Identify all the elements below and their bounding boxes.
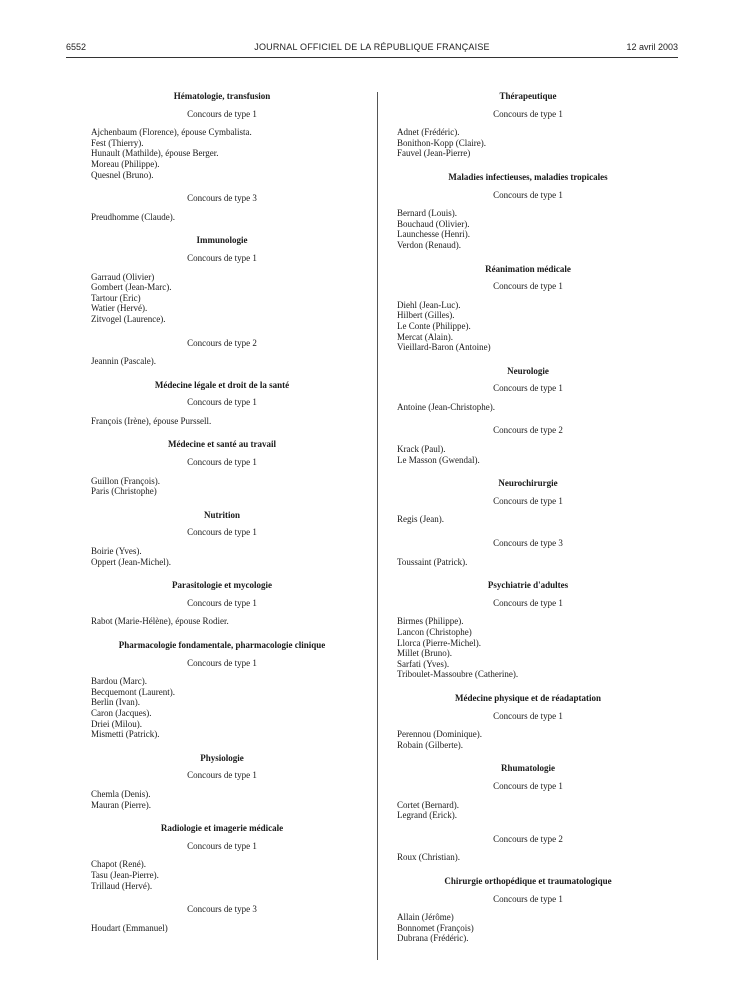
section-title: Maladies infectieuses, maladies tropicales bbox=[448, 171, 608, 182]
section-title: Neurochirurgie bbox=[498, 478, 558, 489]
name-entry: Perennou (Dominique). bbox=[397, 729, 482, 740]
name-entry: Mercat (Alain). bbox=[397, 331, 453, 342]
section-title: Radiologie et imagerie médicale bbox=[160, 823, 284, 834]
concours-type-label: Concours de type 1 bbox=[493, 189, 563, 200]
name-entry: Robain (Gilberte). bbox=[397, 739, 463, 750]
name-list bbox=[91, 127, 353, 180]
name-entry: Cortet (Bernard). bbox=[397, 799, 459, 810]
name-entry: Gombert (Jean-Marc). bbox=[91, 282, 172, 293]
name-entry: Fest (Thierry). bbox=[91, 137, 144, 148]
name-entry: Vieillard-Baron (Antoine) bbox=[397, 342, 491, 353]
name-list bbox=[397, 208, 659, 250]
name-list bbox=[91, 546, 353, 567]
section bbox=[397, 763, 659, 863]
concours-type-label: Concours de type 1 bbox=[187, 770, 257, 781]
name-entry: Millet (Bruno). bbox=[397, 648, 452, 659]
section bbox=[91, 580, 353, 627]
name-list bbox=[397, 444, 659, 465]
name-entry: Allain (Jérôme) bbox=[397, 912, 454, 923]
concours-type-label: Concours de type 1 bbox=[187, 657, 257, 668]
section-title: Réanimation médicale bbox=[485, 263, 571, 274]
name-entry: Sarfati (Yves). bbox=[397, 658, 450, 669]
name-entry: Chapot (René). bbox=[91, 859, 146, 870]
section bbox=[91, 439, 353, 496]
name-list bbox=[91, 676, 353, 740]
concours-type-label: Concours de type 1 bbox=[493, 495, 563, 506]
section bbox=[91, 753, 353, 810]
concours-type-label: Concours de type 1 bbox=[187, 597, 257, 608]
concours-type-label: Concours de type 1 bbox=[187, 527, 257, 538]
name-list bbox=[397, 800, 659, 821]
name-entry: Bonithon-Kopp (Claire). bbox=[397, 137, 486, 148]
name-entry: Antoine (Jean-Christophe). bbox=[397, 401, 495, 412]
name-list bbox=[397, 402, 659, 413]
name-entry: Toussaint (Patrick). bbox=[397, 556, 468, 567]
name-list bbox=[397, 557, 659, 568]
name-entry: Boirie (Yves). bbox=[91, 546, 142, 557]
concours-type-label: Concours de type 1 bbox=[493, 780, 563, 791]
concours-type-label: Concours de type 1 bbox=[493, 383, 563, 394]
name-entry: Dubrana (Frédéric). bbox=[397, 933, 469, 944]
header-rule bbox=[66, 57, 678, 58]
name-list bbox=[91, 416, 353, 427]
name-entry: Adnet (Frédéric). bbox=[397, 127, 460, 138]
name-list bbox=[91, 616, 353, 627]
section-title: Hématologie, transfusion bbox=[173, 91, 271, 101]
name-entry: Hilbert (Gilles). bbox=[397, 310, 455, 321]
section bbox=[397, 876, 659, 944]
name-entry: Llorca (Pierre-Michel). bbox=[397, 637, 481, 648]
name-entry: Le Masson (Gwendal). bbox=[397, 454, 480, 465]
name-list bbox=[397, 729, 659, 750]
name-entry: Diehl (Jean-Luc). bbox=[397, 299, 461, 310]
page-number: 6552 bbox=[66, 42, 87, 52]
name-entry: Caron (Jacques). bbox=[91, 707, 152, 718]
page-header bbox=[66, 42, 678, 56]
column-divider bbox=[377, 92, 378, 960]
name-entry: Bonnomet (François) bbox=[397, 922, 474, 933]
section bbox=[91, 91, 353, 222]
concours-type-label: Concours de type 1 bbox=[493, 597, 563, 608]
name-list bbox=[91, 923, 353, 934]
section-title: Pharmacologie fondamentale, pharmacologie clinique bbox=[118, 640, 326, 650]
section bbox=[91, 380, 353, 427]
name-entry: Lancon (Christophe) bbox=[397, 627, 472, 637]
name-list bbox=[397, 514, 659, 525]
concours-type-label: Concours de type 1 bbox=[493, 108, 563, 119]
name-entry: Guillon (François). bbox=[91, 475, 160, 486]
section-title: Chirurgie orthopédique et traumatologique bbox=[444, 875, 612, 886]
section bbox=[397, 91, 659, 159]
section bbox=[397, 264, 659, 353]
name-entry: Tartour (Eric) bbox=[91, 292, 141, 303]
name-list bbox=[397, 127, 659, 159]
name-entry: Moreau (Philippe). bbox=[91, 158, 160, 169]
section-title: Immunologie bbox=[196, 235, 248, 246]
name-entry: Paris (Christophe) bbox=[91, 486, 157, 497]
section-title: Médecine légale et droit de la santé bbox=[154, 379, 290, 390]
concours-type-label: Concours de type 1 bbox=[187, 252, 257, 263]
section bbox=[397, 580, 659, 680]
concours-type-label: Concours de type 2 bbox=[493, 425, 563, 436]
name-entry: Bouchaud (Olivier). bbox=[397, 218, 470, 229]
name-entry: Legrand (Erick). bbox=[397, 810, 457, 821]
name-entry: Rabot (Marie-Hélène), épouse Rodier. bbox=[91, 616, 229, 627]
name-entry: Triboulet-Massoubre (Catherine). bbox=[397, 669, 519, 680]
name-entry: Chemla (Denis). bbox=[91, 788, 151, 799]
concours-type-label: Concours de type 1 bbox=[493, 893, 563, 904]
section-title: Médecine physique et de réadaptation bbox=[455, 692, 601, 703]
name-list bbox=[397, 912, 659, 944]
name-list bbox=[91, 356, 353, 367]
concours-type-label: Concours de type 3 bbox=[187, 904, 257, 915]
concours-type-label: Concours de type 1 bbox=[493, 281, 563, 292]
section bbox=[91, 640, 353, 740]
name-entry: Preudhomme (Claude). bbox=[91, 211, 175, 222]
concours-type-label: Concours de type 1 bbox=[187, 840, 257, 851]
name-list bbox=[397, 616, 659, 680]
name-list bbox=[397, 300, 659, 353]
section bbox=[91, 235, 353, 366]
concours-type-label: Concours de type 3 bbox=[187, 193, 257, 204]
name-list bbox=[91, 212, 353, 223]
name-entry: Trillaud (Hervé). bbox=[91, 880, 153, 891]
concours-type-label: Concours de type 1 bbox=[493, 710, 563, 721]
left-column bbox=[91, 91, 353, 946]
section-title: Psychiatrie d'adultes bbox=[487, 580, 569, 591]
concours-type-label: Concours de type 2 bbox=[493, 833, 563, 844]
name-entry: Mismetti (Patrick). bbox=[91, 729, 160, 740]
name-entry: Garraud (Olivier) bbox=[91, 271, 155, 282]
section-title: Médecine et santé au travail bbox=[168, 439, 276, 450]
name-entry: Oppert (Jean-Michel). bbox=[91, 556, 171, 567]
concours-type-label: Concours de type 1 bbox=[187, 397, 257, 408]
concours-type-label: Concours de type 1 bbox=[187, 108, 257, 119]
name-list bbox=[91, 859, 353, 891]
name-entry: Birmes (Philippe). bbox=[397, 616, 464, 627]
section bbox=[91, 510, 353, 567]
name-entry: Krack (Paul). bbox=[397, 444, 446, 455]
right-column bbox=[397, 91, 659, 957]
name-entry: Launchesse (Henri). bbox=[397, 229, 470, 240]
section bbox=[397, 366, 659, 466]
publication-date: 12 avril 2003 bbox=[626, 42, 678, 52]
name-entry: Jeannin (Pascale). bbox=[91, 356, 156, 367]
name-entry: Quesnel (Bruno). bbox=[91, 169, 154, 180]
name-entry: Houdart (Emmanuel) bbox=[91, 922, 168, 933]
name-entry: François (Irène), épouse Purssell. bbox=[91, 415, 212, 426]
journal-title: JOURNAL OFFICIEL DE LA RÉPUBLIQUE FRANÇAISE bbox=[254, 42, 490, 52]
concours-type-label: Concours de type 3 bbox=[493, 538, 563, 549]
section bbox=[91, 823, 353, 933]
name-entry: Verdon (Renaud). bbox=[397, 239, 461, 250]
name-list bbox=[91, 476, 353, 497]
name-entry: Fauvel (Jean-Pierre) bbox=[397, 148, 471, 159]
name-list bbox=[91, 272, 353, 325]
name-list bbox=[91, 789, 353, 810]
section-title: Nutrition bbox=[204, 509, 240, 520]
section-title: Parasitologie et mycologie bbox=[172, 580, 272, 591]
section-title: Rhumatologie bbox=[501, 763, 555, 774]
section bbox=[397, 693, 659, 750]
name-entry: Bernard (Louis). bbox=[397, 208, 457, 219]
section-title: Neurologie bbox=[507, 365, 549, 376]
name-entry: Regis (Jean). bbox=[397, 514, 444, 525]
name-entry: Driei (Milou). bbox=[91, 718, 142, 729]
name-entry: Le Conte (Philippe). bbox=[397, 320, 471, 331]
name-entry: Berlin (Ivan). bbox=[91, 697, 140, 708]
section bbox=[397, 478, 659, 567]
name-entry: Watier (Hervé). bbox=[91, 303, 148, 314]
section bbox=[397, 172, 659, 251]
name-entry: Zitvogel (Laurence). bbox=[91, 313, 166, 324]
concours-type-label: Concours de type 1 bbox=[187, 457, 257, 468]
name-entry: Becquemont (Laurent). bbox=[91, 686, 175, 697]
name-entry: Roux (Christian). bbox=[397, 852, 460, 863]
name-entry: Bardou (Marc). bbox=[91, 676, 147, 687]
section-title: Physiologie bbox=[200, 752, 244, 763]
name-entry: Mauran (Pierre). bbox=[91, 799, 151, 810]
concours-type-label: Concours de type 2 bbox=[187, 337, 257, 348]
section-title: Thérapeutique bbox=[499, 91, 557, 101]
name-entry: Hunault (Mathilde), épouse Berger. bbox=[91, 148, 219, 159]
name-entry: Tasu (Jean-Pierre). bbox=[91, 869, 159, 880]
name-list bbox=[397, 852, 659, 863]
name-entry: Ajchenbaum (Florence), épouse Cymbalista. bbox=[91, 127, 252, 138]
